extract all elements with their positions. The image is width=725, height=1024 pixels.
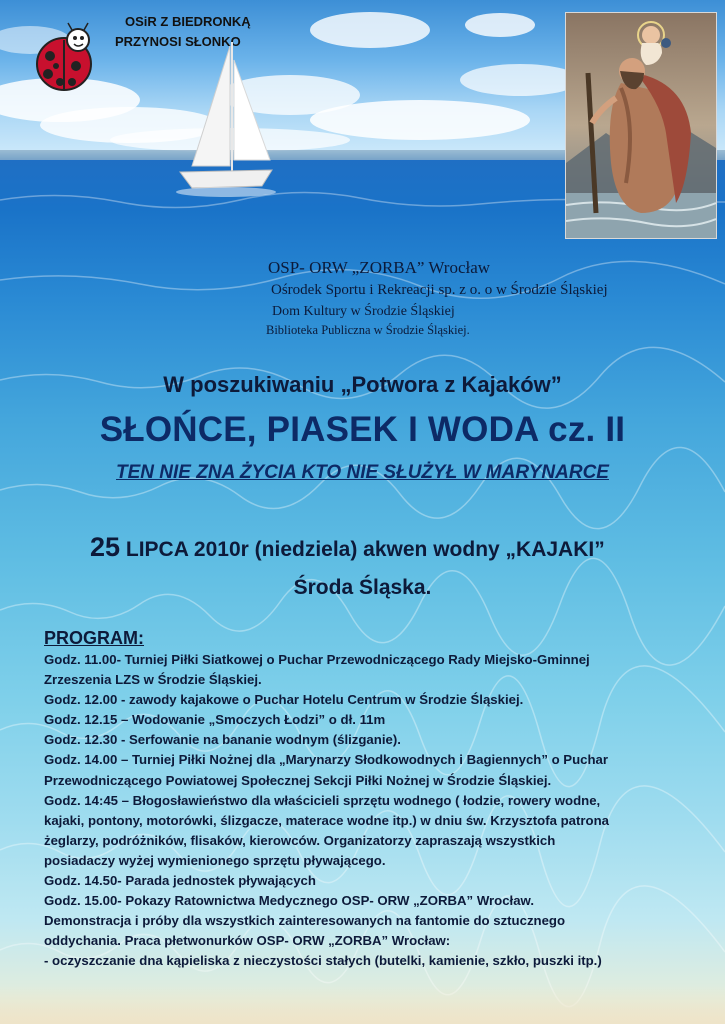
sponsor-line-1: OSiR Z BIEDRONKĄ [125,14,251,29]
event-date [90,532,605,563]
program-heading: PROGRAM: [44,628,144,648]
ladybug-icon [28,22,100,94]
sandy-shore [0,985,725,1024]
program-line: żeglarzy, podróżników, flisaków, kierowców. Organizatorzy zapraszają wszystkich [44,832,556,848]
program-line: Godz. 14.00 – Turniej Piłki Nożnej dla „Marynarzy Słodkowodnych i Bagiennych” o Puchar [44,752,609,768]
program-line: Godz. 12.00 - zawody kajakowe o Puchar Hotelu Centrum w Środzie Śląskiej. [44,692,524,708]
program-line: Godz. 15.00- Pokazy Ratownictwa Medycznego OSP- ORW „ZORBA” Wrocław. [44,893,534,909]
organizer-3: Dom Kultury w Środzie Śląskiej [272,304,455,319]
event-date-rest: LIPCA 2010r (niedziela) akwen wodny „KAJAKI” [120,538,605,561]
program-line: oddychania. Praca płetwonurków OSP- ORW „ZORBA” Wrocław: [44,933,451,949]
program-line: posiadaczy wyżej wymienionego sprzętu pływającego. [44,852,386,868]
sailboat-illustration [170,40,280,200]
event-title: SŁOŃCE, PIASEK I WODA cz. II [99,410,626,449]
sponsor-line-2: PRZYNOSI SŁONKO [115,34,241,49]
program-line: kajaki, pontony, motorówki, ślizgacze, materace wodne itp.) w dniu św. Krzysztofa patrona [44,812,609,828]
event-day: 25 [90,532,121,562]
event-motto: TEN NIE ZNA ŻYCIA KTO NIE SŁUŻYŁ W MARYNARCE [116,462,609,483]
program-line: Godz. 12.15 – Wodowanie „Smoczych Łodzi” o dł. 11m [44,712,386,728]
program-line: Godz. 14.50- Parada jednostek pływających [44,873,316,889]
organizers-list [268,258,608,338]
program-line: Demonstracja i próby dla wszystkich zainteresowanych na fantomie do sztucznego [44,913,566,929]
program-line: - oczyszczanie dna kąpieliska z nieczystości stałych (butelki, kamienie, szkło, puszki itp.) [44,953,602,969]
organizer-1: OSP- ORW „ZORBA” Wrocław [268,258,491,277]
program-line: Godz. 12.30 - Serfowanie na bananie wodnym (ślizganie). [44,732,401,748]
program-line: Zrzeszenia LZS w Środzie Śląskiej. [44,672,262,688]
program-line: Przewodniczącego Powiatowej Społecznej Sekcji Piłki Nożnej w Środzie Śląskiej. [44,772,552,788]
event-place: Środa Śląska. [293,576,432,599]
organizer-4: Biblioteka Publiczna w Środzie Śląskiej. [266,323,470,337]
saint-christopher-painting [565,12,717,239]
program-line: Godz. 14:45 – Błogosławieństwo dla właścicieli sprzętu wodnego ( łodzie, rowery wodne, [44,792,601,808]
program-section [44,628,694,972]
event-subtitle: W poszukiwaniu „Potwora z Kajaków” [163,372,562,397]
program-line: Godz. 11.00- Turniej Piłki Siatkowej o Puchar Przewodniczącego Rady Miejsko-Gminnej [44,652,590,667]
organizer-2: Ośrodek Sportu i Rekreacji sp. z o. o w Środzie Śląskiej [271,282,608,298]
